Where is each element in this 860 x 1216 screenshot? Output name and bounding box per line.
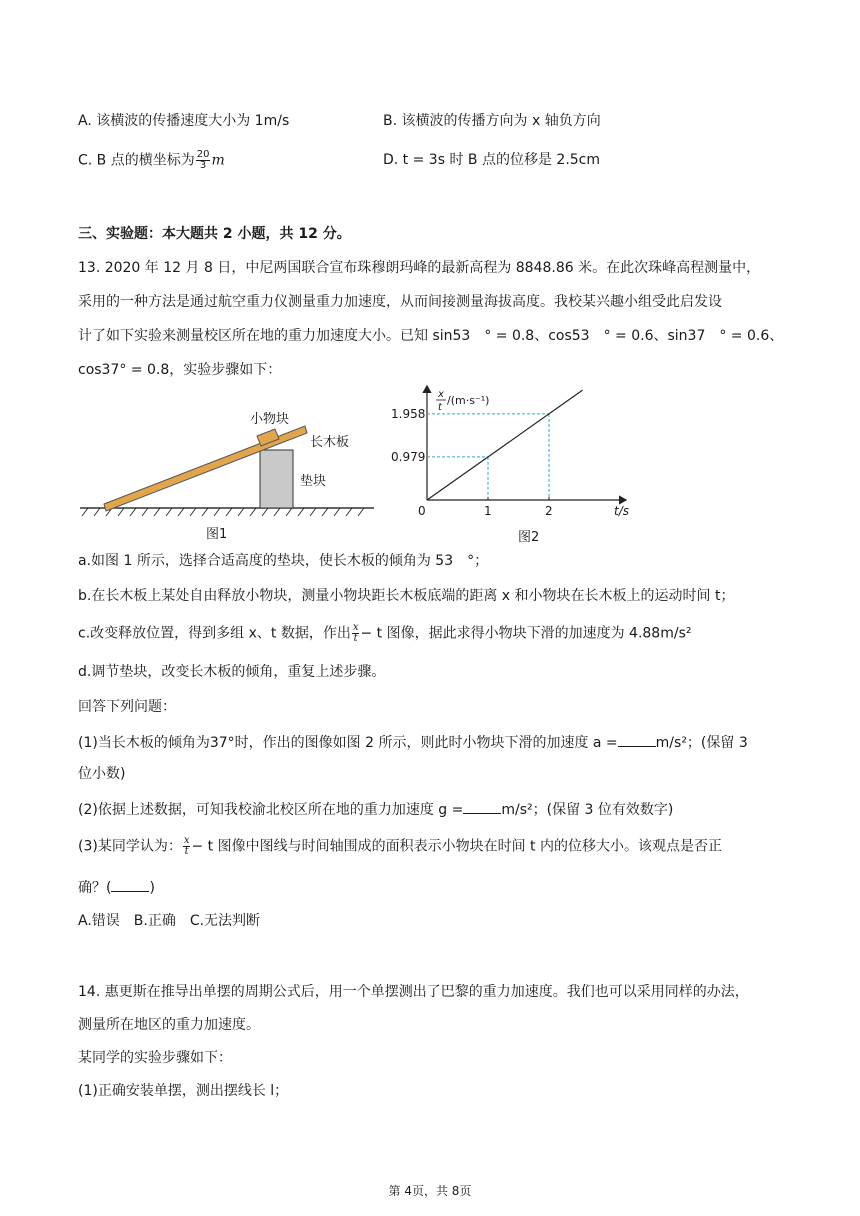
question-3	[78, 836, 722, 857]
question-3-cont-pre: 确？(	[78, 880, 112, 896]
question-2-unit: m/s²；(保留 3 位有效数字)	[501, 802, 674, 818]
q13-paragraph-line4: cos37° = 0.8，实验步骤如下：	[78, 362, 282, 378]
q14-paragraph-line4: (1)正确安装单摆，测出摆线长 l；	[78, 1083, 289, 1099]
q13-paragraph-line2: 采用的一种方法是通过航空重力仪测量重力加速度，从而间接测量海拔高度。我校某兴趣小组受此启发设	[78, 294, 722, 310]
x-tick-label-1: 1	[484, 504, 492, 518]
option-b: B. 该横波的传播方向为 x 轴负方向	[383, 113, 601, 129]
answer-blank-3[interactable]	[111, 877, 149, 892]
question-3-fraction: $\frac{x}{t}$	[183, 835, 190, 857]
step-d: d.调节垫块，改变长木板的倾角，重复上述步骤。	[78, 664, 386, 680]
support-pad	[260, 450, 293, 508]
label-long-board: 长木板	[310, 435, 350, 450]
step-b: b.在长木板上某处自由释放小物块，测量小物块距长木板底端的距离 x 和小物块在长木板上的运动时间 t；	[78, 588, 735, 604]
step-c-text-post: − t 图像，据此求得小物块下滑的加速度为 4.88m/s²	[360, 625, 692, 642]
figure-1-caption: 图1	[206, 527, 228, 542]
question-3-cont-post: )	[149, 880, 155, 896]
q13-paragraph-line3: 计了如下实验来测量校区所在地的重力加速度大小。已知 sin53 ° = 0.8、cos53 ° = 0.6、sin37 ° = 0.6、	[78, 328, 784, 344]
answer-intro: 回答下列问题：	[78, 699, 176, 715]
step-c-text-pre: c.改变释放位置，得到多组 x、t 数据，作出	[78, 625, 351, 642]
label-small-block: 小物块	[250, 412, 290, 427]
step-a: a.如图 1 所示，选择合适高度的垫块，使长木板的倾角为 53 °；	[78, 553, 489, 569]
question-2-text: (2)依据上述数据，可知我校渝北校区所在地的重力加速度 g =	[78, 802, 464, 818]
label-pad: 垫块	[300, 474, 327, 489]
q14-paragraph-line2: 测量所在地区的重力加速度。	[78, 1017, 260, 1033]
y-label-den: t	[438, 402, 442, 413]
answer-blank-1[interactable]	[618, 732, 656, 747]
figure-2-chart	[380, 378, 640, 548]
option-c	[78, 150, 225, 171]
origin-label: 0	[418, 504, 426, 518]
question-3-choices: A.错误 B.正确 C.无法判断	[78, 913, 261, 929]
y-tick-label-0: 0.979	[391, 449, 426, 464]
figure-1-incline	[78, 392, 378, 552]
q14-paragraph-line1: 14. 惠更斯在推导出单摆的周期公式后，用一个单摆测出了巴黎的重力加速度。我们也可以采用同样的办法，	[78, 984, 749, 1000]
question-3-text-post: − t 图像中图线与时间轴围成的面积表示小物块在时间 t 内的位移大小。该观点是否正	[191, 838, 722, 855]
y-label-num: x	[438, 389, 444, 400]
option-c-text: C. B 点的横坐标为	[78, 152, 195, 169]
step-c-fraction: $\frac{x}{t}$	[352, 622, 359, 644]
y-tick-label-1: 1.958	[391, 406, 426, 421]
ground-hatching	[82, 508, 364, 516]
q13-paragraph-line1: 13. 2020 年 12 月 8 日，中尼两国联合宣布珠穆朗玛峰的最新高程为 8848.86 米。在此次珠峰高程测量中，	[78, 260, 761, 276]
option-d: D. t = 3s 时 B 点的位移是 2.5cm	[383, 152, 601, 168]
q14-paragraph-line3: 某同学的实验步骤如下：	[78, 1050, 232, 1066]
section-heading: 三、实验题：本大题共 2 小题，共 12 分。	[78, 226, 351, 242]
option-c-unit: m	[211, 152, 225, 169]
question-2	[78, 799, 673, 820]
question-3-text-pre: (3)某同学认为：	[78, 838, 182, 855]
question-1-text: (1)当长木板的倾角为37°时，作出的图像如图 2 所示，则此时小物块下滑的加速度 a =	[78, 735, 618, 751]
option-c-fraction: $\frac{20}{3}$	[196, 149, 210, 171]
option-a: A. 该横波的传播速度大小为 1m/s	[78, 113, 290, 129]
page-footer: 第 4页，共 8页	[388, 1184, 472, 1198]
y-label-unit: /(m·s⁻¹)	[447, 394, 490, 407]
x-label: t/s	[614, 504, 629, 518]
x-tick-label-2: 2	[545, 504, 553, 518]
question-3-continued	[78, 877, 155, 898]
question-1-unit: m/s²；(保留 3	[655, 735, 748, 751]
question-1	[78, 732, 748, 753]
answer-blank-2[interactable]	[463, 799, 501, 814]
question-1-continued: 位小数)	[78, 766, 126, 782]
figure-2-caption: 图2	[518, 530, 540, 545]
step-c	[78, 623, 691, 644]
